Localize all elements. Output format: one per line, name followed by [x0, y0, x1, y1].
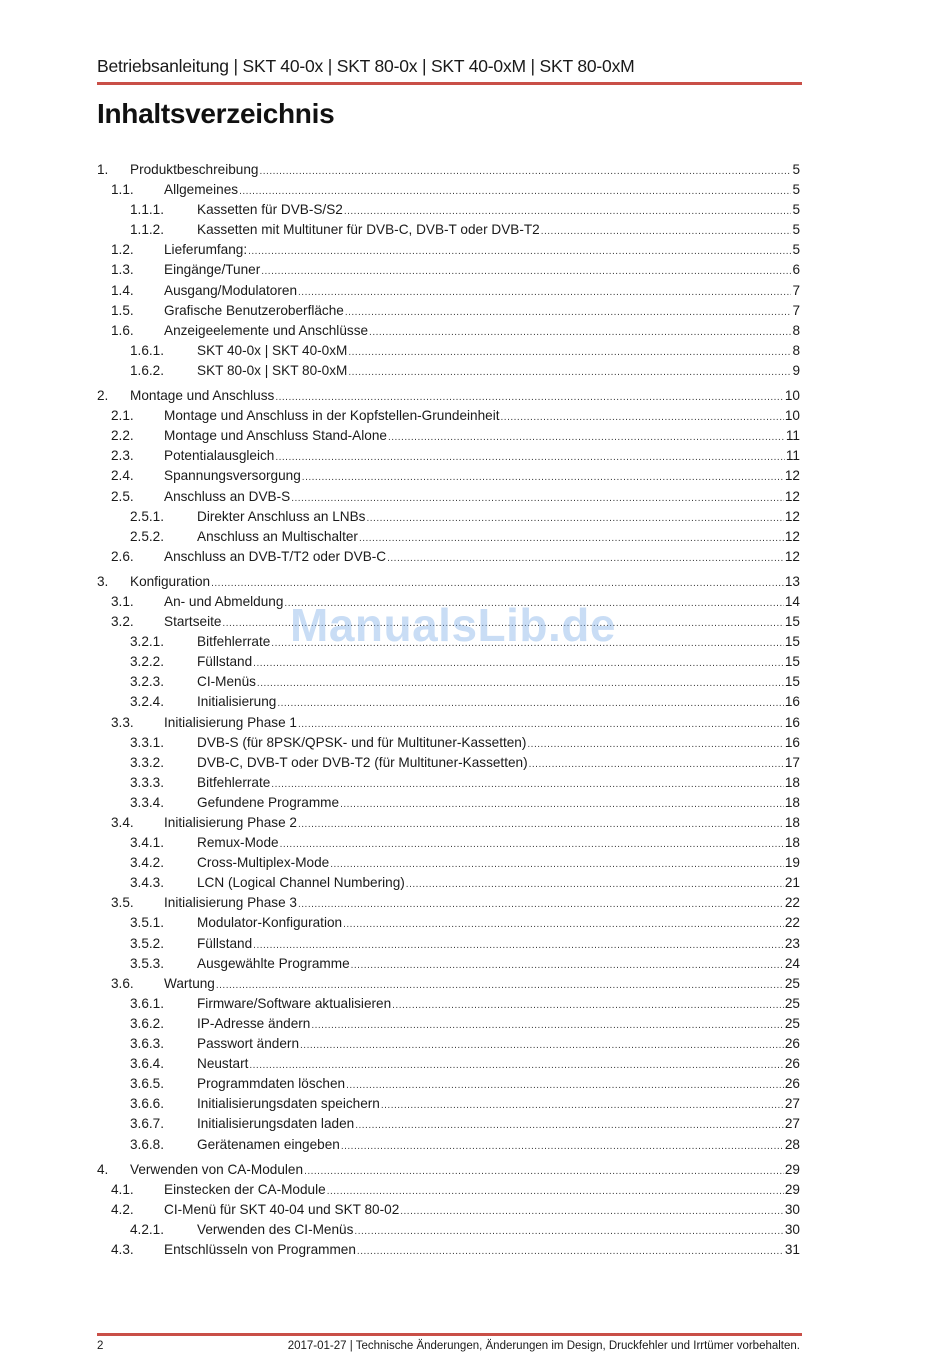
toc-entry-label: DVB-C, DVB-T oder DVB-T2 (für Multituner-Kassetten)	[197, 754, 528, 770]
toc-dot-leader	[541, 222, 791, 242]
toc-entry-label: Montage und Anschluss in der Kopfstellen-Grundeinheit	[164, 408, 500, 424]
toc-entry[interactable]	[97, 321, 800, 341]
toc-entry[interactable]	[97, 507, 800, 527]
toc-entry[interactable]	[97, 1114, 800, 1134]
toc-dot-leader	[354, 1222, 783, 1242]
toc-entry[interactable]	[97, 853, 800, 873]
toc-entry-label: Initialisierung	[197, 694, 277, 710]
toc-entry-label: Gerätenamen eingeben	[197, 1136, 340, 1152]
toc-dot-leader	[211, 574, 784, 594]
toc-entry[interactable]	[97, 240, 800, 260]
toc-entry-page: 11	[785, 428, 800, 444]
toc-entry-number: 1.4.	[111, 282, 134, 298]
toc-entry[interactable]	[97, 1200, 800, 1220]
toc-entry-page: 16	[784, 714, 800, 730]
toc-entry-label: Anschluss an DVB-S	[164, 488, 291, 504]
toc-entry-page: 5	[792, 182, 800, 198]
toc-entry[interactable]	[97, 773, 800, 793]
footer-rule	[97, 1333, 802, 1336]
toc-entry-label: Eingänge/Tuner	[164, 262, 261, 278]
toc-entry-number: 2.1.	[111, 408, 134, 424]
toc-entry-number: 2.	[97, 388, 109, 404]
toc-dot-leader	[400, 1202, 784, 1222]
toc-dot-leader	[284, 594, 783, 614]
toc-entry[interactable]	[97, 1160, 800, 1180]
toc-dot-leader	[261, 262, 791, 282]
toc-dot-leader	[280, 835, 784, 855]
toc-dot-leader	[388, 428, 785, 448]
toc-entry-number: 3.6.6.	[130, 1096, 165, 1112]
toc-entry-page: 23	[784, 935, 800, 951]
toc-entry[interactable]	[97, 1180, 800, 1200]
toc-entry-page: 9	[792, 362, 800, 378]
toc-entry[interactable]	[97, 281, 800, 301]
toc-dot-leader	[253, 654, 784, 674]
toc-entry-label: Ausgang/Modulatoren	[164, 282, 298, 298]
toc-dot-leader	[406, 875, 784, 895]
toc-entry-page: 17	[784, 754, 800, 770]
toc-entry-label: Montage und Anschluss Stand-Alone	[164, 428, 387, 444]
toc-entry-page: 7	[792, 282, 800, 298]
toc-entry-label: SKT 40-0x | SKT 40-0xM	[197, 342, 348, 358]
toc-entry[interactable]	[97, 180, 800, 200]
toc-dot-leader	[298, 895, 784, 915]
toc-entry-number: 4.	[97, 1161, 109, 1177]
toc-entry-number: 1.1.2.	[130, 222, 165, 238]
toc-entry-number: 2.5.1.	[130, 508, 165, 524]
toc-entry-page: 24	[784, 955, 800, 971]
toc-entry-page: 18	[784, 794, 800, 810]
toc-entry-label: Konfiguration	[130, 573, 211, 589]
toc-dot-leader	[222, 614, 783, 634]
toc-entry[interactable]	[97, 527, 800, 547]
toc-entry-label: Bitfehlerrate	[197, 634, 271, 650]
toc-dot-leader	[239, 182, 791, 202]
toc-entry-label: Grafische Benutzeroberfläche	[164, 302, 344, 318]
toc-entry-number: 3.2.3.	[130, 674, 165, 690]
toc-entry-page: 5	[792, 222, 800, 238]
toc-entry-page: 16	[784, 694, 800, 710]
toc-entry[interactable]	[97, 547, 800, 567]
toc-entry-page: 10	[784, 388, 800, 404]
toc-entry-label: Cross-Multiplex-Mode	[197, 855, 330, 871]
toc-entry-label: Anschluss an DVB-T/T2 oder DVB-C	[164, 548, 387, 564]
toc-dot-leader	[248, 242, 791, 262]
toc-entry-number: 4.3.	[111, 1241, 134, 1257]
toc-entry-page: 29	[784, 1181, 800, 1197]
toc-entry[interactable]	[97, 301, 800, 321]
toc-entry-page: 11	[785, 448, 800, 464]
toc-dot-leader	[345, 303, 791, 323]
toc-dot-leader	[298, 715, 784, 735]
toc-entry-page: 14	[784, 593, 800, 609]
toc-entry-label: Anzeigeelemente und Anschlüsse	[164, 322, 369, 338]
toc-entry[interactable]	[97, 341, 800, 361]
toc-entry-number: 4.1.	[111, 1181, 134, 1197]
toc-dot-leader	[330, 855, 784, 875]
toc-entry[interactable]	[97, 833, 800, 853]
toc-entry-label: Lieferumfang:	[164, 242, 248, 258]
toc-entry[interactable]	[97, 733, 800, 753]
toc-dot-leader	[271, 775, 784, 795]
toc-entry-page: 12	[784, 508, 800, 524]
toc-dot-leader	[369, 323, 791, 343]
toc-entry[interactable]	[97, 873, 800, 893]
toc-entry-page: 15	[784, 654, 800, 670]
toc-entry-label: Initialisierungsdaten laden	[197, 1116, 355, 1132]
toc-entry-page: 29	[784, 1161, 800, 1177]
toc-entry-page: 13	[784, 573, 800, 589]
toc-entry-label: Einstecken der CA-Module	[164, 1181, 326, 1197]
toc-entry-label: Spannungsversorgung	[164, 468, 301, 484]
toc-dot-leader	[257, 674, 784, 694]
toc-entry[interactable]	[97, 753, 800, 773]
toc-dot-leader	[348, 363, 791, 383]
toc-entry-label: Neustart	[197, 1056, 249, 1072]
toc-entry-page: 18	[784, 835, 800, 851]
toc-dot-leader	[275, 448, 785, 468]
toc-entry[interactable]	[97, 652, 800, 672]
toc-entry-number: 3.5.2.	[130, 935, 165, 951]
toc-entry-label: Modulator-Konfiguration	[197, 915, 343, 931]
toc-entry-label: DVB-S (für 8PSK/QPSK- und für Multituner-Kassetten)	[197, 734, 527, 750]
toc-dot-leader	[346, 1076, 784, 1096]
toc-entry-page: 27	[784, 1096, 800, 1112]
toc-entry-label: Firmware/Software aktualisieren	[197, 995, 392, 1011]
toc-entry-number: 2.5.	[111, 488, 134, 504]
toc-entry-label: Allgemeines	[164, 182, 239, 198]
toc-dot-leader	[275, 388, 784, 408]
table-of-contents	[97, 160, 800, 1260]
toc-dot-leader	[300, 1036, 784, 1056]
toc-entry-page: 7	[792, 302, 800, 318]
toc-entry[interactable]	[97, 813, 800, 833]
toc-entry-number: 2.3.	[111, 448, 134, 464]
toc-dot-leader	[341, 1137, 784, 1157]
toc-entry-number: 3.6.8.	[130, 1136, 165, 1152]
toc-entry[interactable]	[97, 487, 800, 507]
toc-dot-leader	[277, 694, 784, 714]
toc-dot-leader	[381, 1096, 784, 1116]
toc-entry-page: 26	[784, 1036, 800, 1052]
toc-entry[interactable]	[97, 1034, 800, 1054]
toc-dot-leader	[355, 1116, 784, 1136]
toc-entry-number: 3.4.	[111, 815, 134, 830]
toc-entry-number: 3.2.	[111, 614, 134, 630]
toc-entry[interactable]	[97, 632, 800, 652]
toc-dot-leader	[253, 936, 784, 956]
toc-entry-page: 19	[784, 855, 800, 871]
toc-entry-label: Remux-Mode	[197, 835, 279, 851]
toc-entry-page: 15	[784, 634, 800, 650]
toc-entry-page: 8	[792, 342, 800, 358]
toc-entry-label: Anschluss an Multischalter	[197, 528, 358, 544]
toc-entry-label: Ausgewählte Programme	[197, 955, 350, 971]
toc-entry[interactable]	[97, 426, 800, 446]
toc-entry[interactable]	[97, 386, 800, 406]
footer-page-number: 2	[97, 1340, 104, 1352]
toc-dot-leader	[271, 634, 784, 654]
toc-entry-label: Initialisierungsdaten speichern	[197, 1096, 380, 1112]
toc-entry[interactable]	[97, 1054, 800, 1074]
toc-entry-page: 22	[784, 915, 800, 931]
toc-dot-leader	[340, 795, 784, 815]
toc-entry-number: 3.4.2.	[130, 855, 165, 871]
toc-dot-leader	[311, 1016, 784, 1036]
toc-entry-number: 3.6.7.	[130, 1116, 165, 1132]
toc-entry[interactable]	[97, 160, 800, 180]
toc-entry-number: 2.6.	[111, 548, 134, 564]
toc-entry[interactable]	[97, 260, 800, 280]
toc-entry-page: 8	[792, 322, 800, 338]
toc-dot-leader	[298, 815, 784, 835]
toc-entry[interactable]	[97, 1220, 800, 1240]
toc-entry-page: 12	[784, 468, 800, 484]
toc-entry-number: 3.2.4.	[130, 694, 165, 710]
toc-entry[interactable]	[97, 913, 800, 933]
toc-entry[interactable]	[97, 974, 800, 994]
toc-entry-page: 5	[792, 202, 800, 218]
toc-dot-leader	[527, 735, 783, 755]
toc-entry-number: 3.4.1.	[130, 835, 165, 851]
toc-entry-number: 3.6.1.	[130, 995, 165, 1011]
toc-entry-page: 5	[792, 162, 800, 177]
toc-entry-number: 3.2.2.	[130, 654, 165, 670]
toc-entry-page: 28	[784, 1136, 800, 1152]
toc-entry[interactable]	[97, 954, 800, 974]
toc-entry-label: Initialisierung Phase 2	[164, 815, 297, 830]
toc-entry-number: 3.6.	[111, 975, 134, 991]
toc-entry-number: 3.6.5.	[130, 1076, 165, 1092]
toc-entry-label: An- und Abmeldung	[164, 593, 284, 609]
toc-entry-number: 3.3.2.	[130, 754, 165, 770]
toc-entry-page: 15	[784, 614, 800, 630]
toc-entry-page: 30	[784, 1201, 800, 1217]
toc-entry[interactable]	[97, 1014, 800, 1034]
toc-dot-leader	[387, 549, 784, 569]
toc-dot-leader	[216, 976, 784, 996]
footer-disclaimer: 2017-01-27 | Technische Änderungen, Änderungen im Design, Druckfehler und Irrtümer vorbehalten.	[287, 1340, 800, 1352]
toc-entry-label: Kassetten mit Multituner für DVB-C, DVB-T oder DVB-T2	[197, 222, 540, 238]
toc-entry-number: 3.5.3.	[130, 955, 165, 971]
toc-entry[interactable]	[97, 1094, 800, 1114]
toc-entry-page: 12	[784, 488, 800, 504]
toc-entry-number: 1.1.1.	[130, 202, 165, 218]
toc-entry-number: 1.6.	[111, 322, 134, 338]
toc-entry-number: 3.5.	[111, 895, 134, 911]
toc-entry-number: 3.	[97, 573, 109, 589]
toc-entry-page: 16	[784, 734, 800, 750]
toc-entry-label: Füllstand	[197, 654, 253, 670]
document-header: Betriebsanleitung | SKT 40-0x | SKT 80-0x | SKT 40-0xM | SKT 80-0xM	[97, 56, 635, 76]
toc-entry-label: IP-Adresse ändern	[197, 1015, 311, 1031]
toc-entry-number: 3.3.3.	[130, 774, 165, 790]
toc-entry-label: Verwenden des CI-Menüs	[197, 1221, 354, 1237]
toc-entry-number: 3.5.1.	[130, 915, 165, 931]
toc-entry-label: SKT 80-0x | SKT 80-0xM	[197, 362, 348, 378]
toc-dot-leader	[359, 529, 784, 549]
toc-dot-leader	[348, 343, 791, 363]
toc-entry-number: 1.6.2.	[130, 362, 165, 378]
toc-entry-page: 15	[784, 674, 800, 690]
toc-dot-leader	[392, 996, 784, 1016]
toc-entry-number: 3.4.3.	[130, 875, 165, 891]
toc-dot-leader	[304, 1162, 784, 1182]
toc-entry-label: Startseite	[164, 614, 222, 630]
toc-entry-page: 27	[784, 1116, 800, 1132]
toc-entry-label: Bitfehlerrate	[197, 774, 271, 790]
toc-entry-label: Initialisierung Phase 1	[164, 714, 297, 730]
toc-entry-number: 2.4.	[111, 468, 134, 484]
toc-entry-number: 3.6.2.	[130, 1015, 165, 1031]
toc-entry-number: 3.3.	[111, 714, 134, 730]
toc-entry-label: Entschlüsseln von Programmen	[164, 1241, 356, 1257]
toc-entry-label: Gefundene Programme	[197, 794, 340, 810]
toc-entry-label: CI-Menüs	[197, 674, 256, 690]
toc-entry[interactable]	[97, 612, 800, 632]
toc-entry[interactable]	[97, 592, 800, 612]
toc-dot-leader	[344, 202, 791, 222]
header-rule	[97, 82, 802, 85]
toc-dot-leader	[259, 162, 791, 182]
toc-entry[interactable]	[97, 406, 800, 426]
toc-entry-label: LCN (Logical Channel Numbering)	[197, 875, 405, 891]
toc-entry[interactable]	[97, 692, 800, 712]
toc-entry-page: 5	[792, 242, 800, 258]
toc-entry-page: 6	[792, 262, 800, 278]
toc-entry[interactable]	[97, 572, 800, 592]
toc-entry-page: 22	[784, 895, 800, 911]
toc-entry-page: 12	[784, 548, 800, 564]
toc-entry-number: 1.1.	[111, 182, 134, 198]
toc-entry-label: Montage und Anschluss	[130, 388, 275, 404]
toc-entry-number: 1.	[97, 162, 109, 177]
toc-entry-number: 1.5.	[111, 302, 134, 318]
toc-dot-leader	[291, 489, 784, 509]
toc-entry[interactable]	[97, 934, 800, 954]
toc-entry[interactable]	[97, 672, 800, 692]
toc-entry[interactable]	[97, 1135, 800, 1155]
toc-entry[interactable]	[97, 713, 800, 733]
toc-dot-leader	[343, 915, 784, 935]
toc-entry-label: Verwenden von CA-Modulen	[130, 1161, 304, 1177]
toc-entry[interactable]	[97, 1240, 800, 1260]
toc-entry-page: 25	[784, 995, 800, 1011]
toc-entry-label: Direkter Anschluss an LNBs	[197, 508, 366, 524]
toc-dot-leader	[357, 1242, 784, 1262]
toc-dot-leader	[501, 408, 784, 428]
toc-entry-label: Passwort ändern	[197, 1036, 300, 1052]
toc-dot-leader	[302, 468, 784, 488]
toc-entry-page: 25	[784, 1015, 800, 1031]
toc-entry-label: Wartung	[164, 975, 215, 991]
toc-dot-leader	[529, 755, 784, 775]
toc-entry-page: 21	[784, 875, 800, 891]
toc-dot-leader	[351, 956, 784, 976]
toc-entry[interactable]	[97, 220, 800, 240]
toc-dot-leader	[249, 1056, 784, 1076]
toc-entry-number: 1.6.1.	[130, 342, 165, 358]
page-title: Inhaltsverzeichnis	[97, 98, 335, 129]
toc-entry-page: 10	[784, 408, 800, 424]
toc-entry-number: 2.5.2.	[130, 528, 165, 544]
toc-entry[interactable]	[97, 1074, 800, 1094]
toc-entry-number: 3.1.	[111, 593, 134, 609]
toc-dot-leader	[327, 1182, 784, 1202]
toc-entry-label: Füllstand	[197, 935, 253, 951]
toc-entry-number: 4.2.	[111, 1201, 134, 1217]
toc-entry[interactable]	[97, 361, 800, 381]
toc-entry-page: 26	[784, 1056, 800, 1072]
toc-entry-number: 4.2.1.	[130, 1221, 165, 1237]
toc-entry-label: Produktbeschreibung	[130, 162, 259, 177]
toc-entry-page: 18	[784, 815, 800, 830]
toc-entry-number: 1.3.	[111, 262, 134, 278]
toc-entry-page: 31	[784, 1241, 800, 1257]
toc-entry[interactable]	[97, 893, 800, 913]
toc-entry-page: 26	[784, 1076, 800, 1092]
toc-entry-number: 3.6.4.	[130, 1056, 165, 1072]
toc-entry[interactable]	[97, 200, 800, 220]
toc-entry-label: Initialisierung Phase 3	[164, 895, 297, 911]
toc-entry-page: 25	[784, 975, 800, 991]
toc-entry[interactable]	[97, 793, 800, 813]
toc-entry-label: CI-Menü für SKT 40-04 und SKT 80-02	[164, 1201, 400, 1217]
toc-dot-leader	[298, 283, 791, 303]
toc-entry-page: 18	[784, 774, 800, 790]
toc-entry-label: Programmdaten löschen	[197, 1076, 346, 1092]
toc-entry-label: Potentialausgleich	[164, 448, 275, 464]
watermark: ManualsLib.de	[290, 599, 616, 651]
toc-entry-number: 2.2.	[111, 428, 134, 444]
toc-entry[interactable]	[97, 466, 800, 486]
toc-entry-page: 12	[784, 528, 800, 544]
toc-entry-number: 3.3.1.	[130, 734, 165, 750]
toc-entry-number: 1.2.	[111, 242, 134, 258]
toc-entry-label: Kassetten für DVB-S/S2	[197, 202, 343, 218]
toc-entry-number: 3.2.1.	[130, 634, 165, 650]
toc-entry-number: 3.6.3.	[130, 1036, 165, 1052]
toc-dot-leader	[366, 509, 783, 529]
toc-entry-page: 30	[784, 1221, 800, 1237]
toc-entry[interactable]	[97, 446, 800, 466]
toc-entry[interactable]	[97, 994, 800, 1014]
toc-entry-number: 3.3.4.	[130, 794, 165, 810]
